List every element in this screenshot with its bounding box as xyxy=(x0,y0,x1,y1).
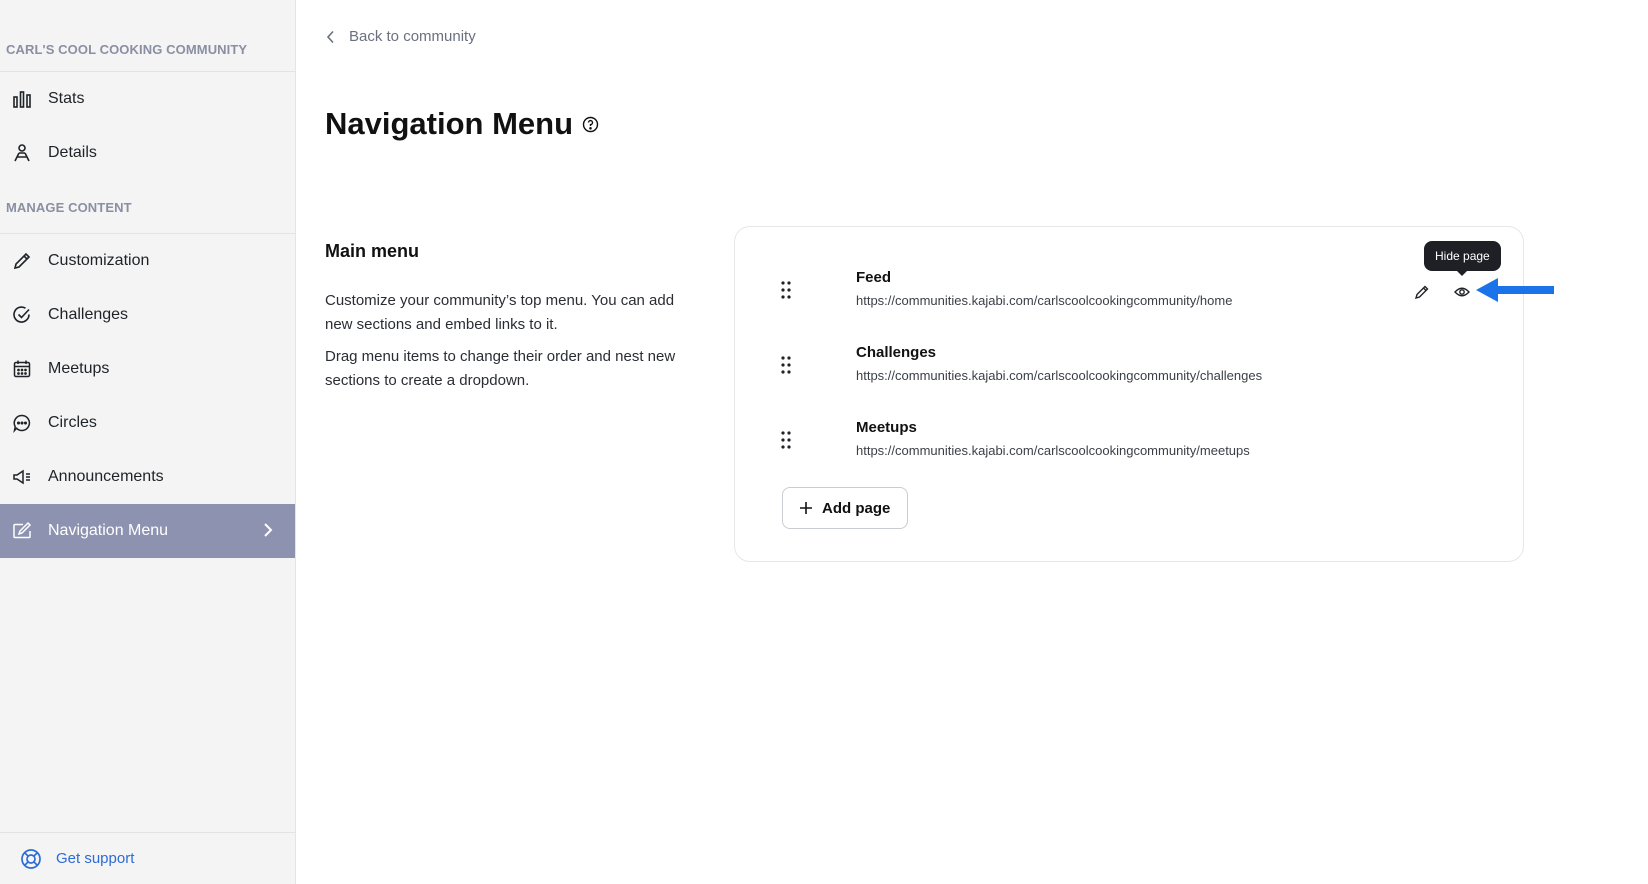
drag-handle-icon[interactable] xyxy=(781,281,791,299)
sidebar-item-stats[interactable] xyxy=(0,72,295,126)
drag-handle-icon[interactable] xyxy=(781,356,791,374)
sidebar-item-label: Details xyxy=(48,144,97,161)
sidebar-item-announcements[interactable] xyxy=(0,450,295,504)
edit-screen-icon xyxy=(12,521,32,541)
main-menu-title: Main menu xyxy=(325,241,420,261)
community-name: CARL'S COOL COOKING COMMUNITY xyxy=(0,0,295,72)
calendar-icon xyxy=(12,359,32,379)
page-title xyxy=(325,106,599,142)
sidebar-item-label: Stats xyxy=(48,90,85,107)
sidebar-item-customization[interactable] xyxy=(0,234,295,288)
sidebar-item-label: Announcements xyxy=(48,468,164,485)
get-support-label: Get support xyxy=(56,850,135,867)
menu-item-challenges[interactable] xyxy=(781,344,1481,404)
sidebar-item-label: Navigation Menu xyxy=(48,522,169,539)
feed-item-actions xyxy=(1411,281,1473,303)
sidebar-item-label: Circles xyxy=(48,414,97,431)
menu-item-feed[interactable] xyxy=(781,269,1481,329)
add-page-button[interactable] xyxy=(782,487,908,529)
chevron-left-icon xyxy=(326,30,335,44)
menu-item-url: https://communities.kajabi.com/carlscoolcookingcommunity/home xyxy=(856,293,1233,308)
description-line-2: Drag menu items to change their order and nest new sections to create a dropdown. xyxy=(325,348,676,389)
sidebar xyxy=(0,0,296,884)
hide-page-tooltip: Hide page xyxy=(1424,241,1501,271)
description-line-1: Customize your community’s top menu. You can add new sections and embed links to it. xyxy=(325,292,675,333)
sidebar-item-meetups[interactable] xyxy=(0,342,295,396)
sidebar-item-label: Meetups xyxy=(48,360,110,377)
menu-item-url: https://communities.kajabi.com/carlscoolcookingcommunity/challenges xyxy=(856,368,1263,383)
page-title-text: Navigation Menu xyxy=(325,106,574,141)
main-menu-description xyxy=(325,289,695,393)
sidebar-item-challenges[interactable] xyxy=(0,288,295,342)
eye-icon[interactable] xyxy=(1451,281,1473,303)
help-icon[interactable] xyxy=(582,116,599,133)
people-icon xyxy=(12,143,32,163)
pencil-icon xyxy=(12,251,32,271)
chevron-right-icon xyxy=(263,522,273,543)
sidebar-item-details[interactable] xyxy=(0,126,295,180)
sidebar-item-navigation-menu[interactable] xyxy=(0,504,295,558)
manage-content-section: MANAGE CONTENT xyxy=(0,180,295,234)
check-circle-icon xyxy=(12,305,32,325)
lifebuoy-icon xyxy=(20,848,42,870)
back-to-community-link[interactable] xyxy=(326,28,476,45)
menu-item-url: https://communities.kajabi.com/carlscoolcookingcommunity/meetups xyxy=(856,443,1250,458)
menu-item-name: Challenges xyxy=(856,344,937,361)
back-label: Back to community xyxy=(349,28,476,45)
sidebar-item-circles[interactable] xyxy=(0,396,295,450)
add-page-label: Add page xyxy=(822,499,891,517)
drag-handle-icon[interactable] xyxy=(781,431,791,449)
menu-item-meetups[interactable] xyxy=(781,419,1481,479)
sidebar-item-label: Challenges xyxy=(48,306,129,323)
megaphone-icon xyxy=(12,467,32,487)
menu-item-name: Meetups xyxy=(856,419,917,436)
chat-bubble-icon xyxy=(12,413,32,433)
plus-icon xyxy=(799,501,813,515)
sidebar-item-label: Customization xyxy=(48,252,150,269)
menu-items-card xyxy=(734,226,1524,562)
bar-chart-icon xyxy=(12,89,32,109)
annotation-arrow-icon xyxy=(1476,277,1556,303)
menu-item-name: Feed xyxy=(856,269,892,286)
get-support-link[interactable] xyxy=(0,832,296,884)
edit-pencil-icon[interactable] xyxy=(1411,281,1433,303)
